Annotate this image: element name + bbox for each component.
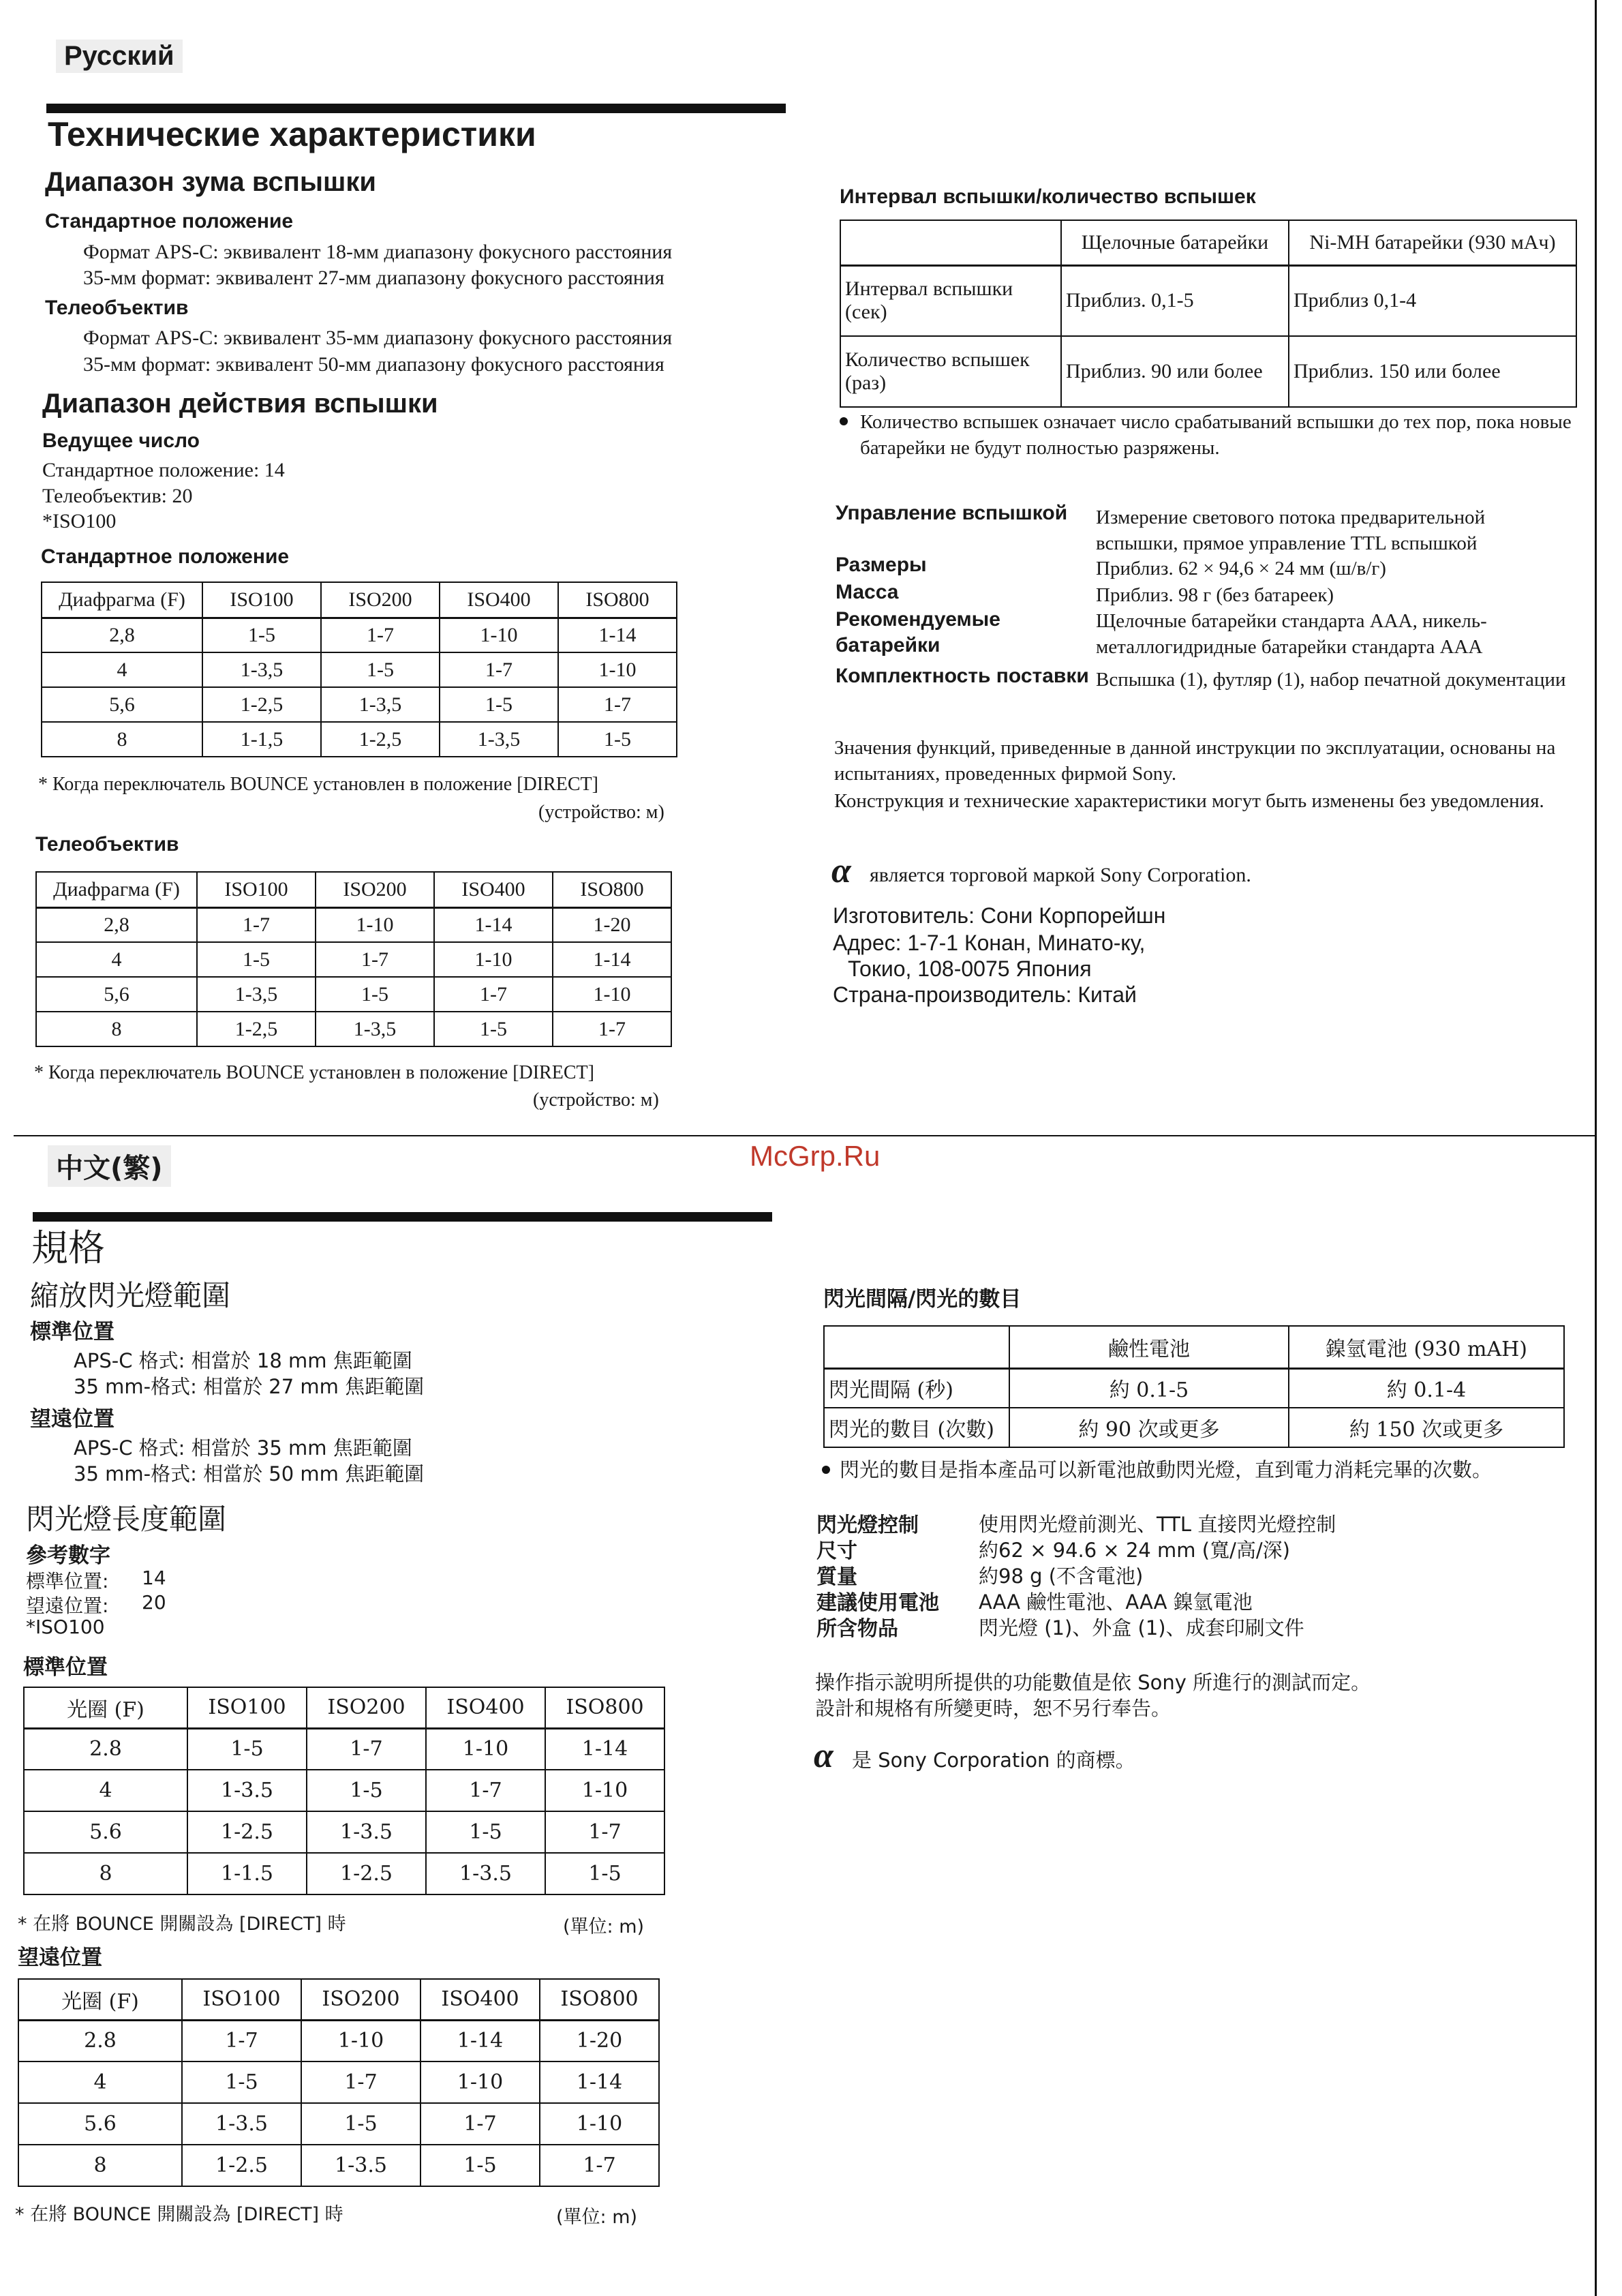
zh-spec-key: 尺寸 — [816, 1539, 857, 1563]
table-cell: 1-5 — [545, 1853, 664, 1894]
table-header-cell: ISO400 — [440, 582, 558, 618]
zh-table-tele — [18, 1978, 660, 2187]
ru-table-tele — [35, 871, 672, 1047]
zh-interval-heading: 閃光間隔/閃光的數目 — [823, 1287, 1022, 1312]
zh-guide-heading: 參考數字 — [26, 1543, 110, 1568]
table-header-cell: 光圈 (F) — [18, 1979, 182, 2020]
table-header-cell: ISO200 — [316, 872, 434, 907]
table-cell: 約 90 次或更多 — [1009, 1408, 1289, 1447]
zh-guide-label: 望遠位置: — [26, 1595, 109, 1617]
table-cell: 1-7 — [440, 652, 558, 687]
ru-disclaimer: Значения функций, приведенные в данной инструкции по эксплуатации, основаны на испытаниях, проведенных фирмой Sony. — [834, 737, 1556, 785]
ru-table2-heading: Телеобъектив — [35, 833, 179, 856]
table-cell: 1-10 — [316, 907, 434, 942]
ru-spec-value: Приблиз. 98 г (без батареек) — [1096, 584, 1334, 606]
zh-zoom-heading: 縮放閃光燈範圍 — [30, 1279, 231, 1312]
table-cell: 1-10 — [545, 1770, 664, 1811]
ru-std-pos-line: 35-мм формат: эквивалент 27-мм диапазону фокусного расстояния — [83, 267, 664, 289]
table-cell: 1-5 — [558, 722, 677, 757]
table-cell: 1-14 — [420, 2020, 540, 2061]
table-cell: 1-3,5 — [440, 722, 558, 757]
ru-table1-note: * Когда переключатель BOUNCE установлен в положение [DIRECT] — [38, 774, 598, 795]
zh-tele-line: 35 mm-格式: 相當於 50 mm 焦距範圍 — [74, 1462, 425, 1485]
ru-maker-line: Адрес: 1-7-1 Конан, Минато-ку, — [833, 931, 1146, 955]
ru-zoom-heading: Диапазон зума вспышки — [45, 167, 376, 197]
table-header-cell: ISO800 — [558, 582, 677, 618]
table-cell: 1-10 — [434, 942, 553, 977]
ru-tele-line: 35-мм формат: эквивалент 50-мм диапазону фокусного расстояния — [83, 353, 664, 376]
page-right-border — [1595, 0, 1597, 2296]
zh-interval-table — [823, 1325, 1565, 1448]
table-header-cell: 鎳氫電池 (930 mAH) — [1289, 1326, 1564, 1368]
table-cell: 1-3,5 — [321, 687, 440, 722]
table-header-cell: Щелочные батарейки — [1061, 220, 1289, 265]
zh-table1-heading: 標準位置 — [23, 1655, 108, 1680]
zh-spec-value: 閃光燈 (1)、外盒 (1)、成套印刷文件 — [979, 1616, 1304, 1640]
ru-maker-line: Изготовитель: Сони Корпорейшн — [833, 903, 1166, 928]
table-header-cell: ISO200 — [321, 582, 440, 618]
ru-std-pos-line: Формат APS-C: эквивалент 18-мм диапазону фокусного расстояния — [83, 241, 673, 263]
alpha-logo-icon: α — [831, 851, 851, 890]
table-cell: 1-5 — [197, 942, 316, 977]
table-cell: 1-10 — [558, 652, 677, 687]
table-cell: 1-5 — [321, 652, 440, 687]
table-cell: 1-5 — [426, 1811, 545, 1853]
zh-disclaimer: 操作指示說明所提供的功能數值是依 Sony 所進行的測試而定。 — [815, 1671, 1371, 1694]
ru-spec-value: Измерение светового потока предварительной вспышки, прямое управление TTL вспышкой — [1096, 507, 1486, 554]
table-cell: 1-7 — [558, 687, 677, 722]
ru-spec-value: Вспышка (1), футляр (1), набор печатной документации — [1096, 669, 1566, 691]
table-cell: Приблиз. 90 или более — [1061, 336, 1289, 407]
table-cell: 1-3.5 — [426, 1853, 545, 1894]
table-cell: Приблиз 0,1-4 — [1289, 265, 1576, 336]
table-cell: 1-1.5 — [187, 1853, 307, 1894]
table-header-cell — [824, 1326, 1009, 1368]
table-cell: 2.8 — [24, 1728, 187, 1770]
table-cell: 4 — [42, 652, 202, 687]
ru-tele-line: Формат APS-C: эквивалент 35-мм диапазону фокусного расстояния — [83, 327, 673, 349]
table-cell: 8 — [42, 722, 202, 757]
zh-spec-value: 約98 g (不含電池) — [979, 1565, 1144, 1588]
table-cell: 8 — [36, 1012, 197, 1046]
zh-guide-label: 標準位置: — [26, 1570, 109, 1592]
ru-table2-note: * Когда переключатель BOUNCE установлен в положение [DIRECT] — [34, 1062, 594, 1083]
table-cell: 2,8 — [36, 907, 197, 942]
table-cell: 5,6 — [42, 687, 202, 722]
table-cell: 1-5 — [202, 618, 321, 652]
ru-spec-value: Щелочные батарейки стандарта AAA, никель-металлогидридные батарейки стандарта AAA — [1096, 610, 1487, 658]
ru-spec-key: Управление вспышкой — [836, 502, 1068, 524]
table-cell: 1-7 — [545, 1811, 664, 1853]
table-cell: 1-10 — [420, 2061, 540, 2103]
table-header-cell: ISO100 — [197, 872, 316, 907]
zh-guide-value: 20 — [142, 1591, 166, 1614]
table-cell: 1-5 — [440, 687, 558, 722]
table-cell: 1-7 — [301, 2061, 420, 2103]
ru-guide-line: Стандартное положение: 14 — [42, 459, 285, 481]
zh-spec-key: 閃光燈控制 — [816, 1513, 919, 1537]
ru-page-title: Технические характеристики — [48, 115, 536, 153]
zh-table2-unit: (單位: m) — [556, 2207, 638, 2228]
table-cell: 1-10 — [301, 2020, 420, 2061]
ru-interval-heading: Интервал вспышки/количество вспышек — [840, 185, 1256, 208]
zh-page-title: 規格 — [31, 1226, 105, 1269]
ru-interval-note: Количество вспышек означает число срабатываний вспышки до тех пор, пока новые батарейки не будут полностью разряжены. — [860, 411, 1572, 459]
table-cell: 1-10 — [440, 618, 558, 652]
zh-range-heading: 閃光燈長度範圍 — [26, 1502, 227, 1536]
table-cell: 閃光的數目 (次數) — [824, 1408, 1009, 1447]
ru-trademark: является торговой маркой Sony Corporation. — [870, 864, 1251, 886]
zh-disclaimer: 設計和規格有所變更時，恕不另行奉告。 — [815, 1697, 1172, 1720]
zh-spec-key: 建議使用電池 — [816, 1591, 939, 1615]
zh-spec-key: 所含物品 — [816, 1617, 898, 1641]
table-cell: 1-10 — [553, 977, 671, 1012]
table-cell: 1-2,5 — [197, 1012, 316, 1046]
alpha-logo-icon: α — [814, 1736, 833, 1775]
table-cell: 1-5 — [420, 2145, 540, 2186]
zh-std-pos-heading: 標準位置 — [30, 1320, 114, 1344]
zh-guide-value: 14 — [142, 1567, 166, 1589]
ru-spec-key: Масса — [836, 581, 899, 603]
table-cell: 5,6 — [36, 977, 197, 1012]
table-cell: Интервал вспышки (сек) — [840, 265, 1061, 336]
table-cell: Приблиз. 0,1-5 — [1061, 265, 1289, 336]
ru-spec-key: Размеры — [836, 554, 927, 576]
ru-maker-line: Токио, 108-0075 Япония — [848, 956, 1092, 981]
table-cell: 1-3.5 — [187, 1770, 307, 1811]
zh-spec-value: 使用閃光燈前測光、TTL 直接閃光燈控制 — [979, 1513, 1336, 1536]
table-header-cell: ISO100 — [187, 1687, 307, 1728]
zh-lang-tag: 中文(繁) — [48, 1145, 171, 1187]
zh-tele-line: APS-C 格式: 相當於 35 mm 焦距範圍 — [74, 1436, 412, 1460]
table-cell: 1-2.5 — [187, 1811, 307, 1853]
zh-table1-unit: (單位: m) — [563, 1916, 645, 1937]
table-cell: 約 150 次或更多 — [1289, 1408, 1564, 1447]
zh-spec-value: AAA 鹼性電池、AAA 鎳氫電池 — [979, 1590, 1253, 1614]
table-cell: 1-3.5 — [307, 1811, 426, 1853]
zh-table2-heading: 望遠位置 — [18, 1946, 102, 1970]
table-header-cell: ISO400 — [426, 1687, 545, 1728]
table-cell: Количество вспышек (раз) — [840, 336, 1061, 407]
table-header-cell: ISO400 — [420, 1979, 540, 2020]
table-cell: 1-20 — [540, 2020, 659, 2061]
table-cell: 1-7 — [540, 2145, 659, 2186]
table-header-cell: ISO400 — [434, 872, 553, 907]
table-cell: 1-3,5 — [202, 652, 321, 687]
table-cell: 1-5 — [187, 1728, 307, 1770]
ru-range-heading: Диапазон действия вспышки — [42, 389, 438, 419]
table-cell: 1-10 — [426, 1728, 545, 1770]
table-cell: 8 — [18, 2145, 182, 2186]
zh-guide-iso: *ISO100 — [26, 1616, 105, 1638]
ru-table-standard — [41, 581, 677, 757]
table-cell: 1-3,5 — [316, 1012, 434, 1046]
section-divider — [14, 1135, 1596, 1136]
ru-interval-table — [840, 220, 1577, 408]
table-cell: 4 — [24, 1770, 187, 1811]
table-cell: 1-3,5 — [197, 977, 316, 1012]
table-cell: 1-7 — [434, 977, 553, 1012]
zh-table-standard — [23, 1687, 665, 1895]
ru-table2-unit: (устройство: м) — [533, 1089, 659, 1111]
table-cell: 1-14 — [540, 2061, 659, 2103]
table-header-cell: ISO800 — [553, 872, 671, 907]
zh-table2-note: * 在將 BOUNCE 開關設為 [DIRECT] 時 — [15, 2204, 343, 2225]
table-cell: 1-7 — [321, 618, 440, 652]
table-cell: 1-5 — [434, 1012, 553, 1046]
table-cell: 1-10 — [540, 2103, 659, 2145]
table-cell: 1-7 — [307, 1728, 426, 1770]
table-header-cell: ISO100 — [182, 1979, 301, 2020]
table-cell: 4 — [36, 942, 197, 977]
table-cell: 1-2,5 — [321, 722, 440, 757]
table-cell: 閃光間隔 (秒) — [824, 1368, 1009, 1408]
ru-std-pos-heading: Стандартное положение — [45, 210, 294, 232]
ru-maker-line: Страна-производитель: Китай — [833, 982, 1137, 1007]
table-cell: 1-5 — [316, 977, 434, 1012]
table-header-cell — [840, 220, 1061, 265]
table-cell: 1-7 — [182, 2020, 301, 2061]
table-cell: 1-1,5 — [202, 722, 321, 757]
ru-spec-key: Комплектность поставки — [836, 665, 1089, 687]
table-header-cell: ISO100 — [202, 582, 321, 618]
table-cell: 1-20 — [553, 907, 671, 942]
watermark: McGrp.Ru — [750, 1140, 881, 1172]
table-header-cell: ISO200 — [307, 1687, 426, 1728]
zh-tele-heading: 望遠位置 — [30, 1407, 114, 1432]
zh-table1-note: * 在將 BOUNCE 開關設為 [DIRECT] 時 — [18, 1914, 346, 1935]
zh-spec-value: 約62 × 94.6 × 24 mm (寬/高/深) — [979, 1539, 1290, 1562]
table-header-cell: Диафрагма (F) — [36, 872, 197, 907]
table-cell: 1-5 — [307, 1770, 426, 1811]
table-cell: 1-3.5 — [301, 2145, 420, 2186]
table-cell: 1-14 — [553, 942, 671, 977]
zh-trademark: 是 Sony Corporation 的商標。 — [852, 1749, 1135, 1772]
table-cell: 5.6 — [18, 2103, 182, 2145]
table-cell: 1-7 — [197, 907, 316, 942]
zh-std-pos-line: 35 mm-格式: 相當於 27 mm 焦距範圍 — [74, 1375, 425, 1398]
table-cell: Приблиз. 150 или более — [1289, 336, 1576, 407]
zh-interval-note: 閃光的數目是指本產品可以新電池啟動閃光燈，直到電力消耗完畢的次數。 — [840, 1458, 1493, 1481]
table-cell: 1-5 — [182, 2061, 301, 2103]
ru-disclaimer: Конструкция и технические характеристики могут быть изменены без уведомления. — [834, 790, 1544, 812]
table-cell: 2.8 — [18, 2020, 182, 2061]
table-cell: 1-2.5 — [307, 1853, 426, 1894]
table-cell: 1-7 — [426, 1770, 545, 1811]
table-cell: 1-7 — [316, 942, 434, 977]
table-header-cell: Ni-MH батарейки (930 мАч) — [1289, 220, 1576, 265]
table-cell: 1-3.5 — [182, 2103, 301, 2145]
table-header-cell: 光圈 (F) — [24, 1687, 187, 1728]
table-cell: 1-2,5 — [202, 687, 321, 722]
ru-title-rule — [46, 104, 786, 113]
table-cell: 1-14 — [545, 1728, 664, 1770]
zh-spec-key: 質量 — [816, 1565, 857, 1589]
table-header-cell: 鹼性電池 — [1009, 1326, 1289, 1368]
table-header-cell: Диафрагма (F) — [42, 582, 202, 618]
table-cell: 1-14 — [434, 907, 553, 942]
table-cell: 1-7 — [420, 2103, 540, 2145]
table-header-cell: ISO200 — [301, 1979, 420, 2020]
ru-guide-line: *ISO100 — [42, 510, 117, 532]
ru-spec-key: Рекомендуемые батарейки — [836, 608, 1000, 656]
zh-std-pos-line: APS-C 格式: 相當於 18 mm 焦距範圍 — [74, 1349, 412, 1372]
table-cell: 4 — [18, 2061, 182, 2103]
table-cell: 1-5 — [301, 2103, 420, 2145]
table-cell: 5.6 — [24, 1811, 187, 1853]
ru-table1-heading: Стандартное положение — [41, 545, 290, 568]
zh-title-rule — [33, 1212, 772, 1222]
table-cell: 約 0.1-5 — [1009, 1368, 1289, 1408]
table-header-cell: ISO800 — [545, 1687, 664, 1728]
table-cell: 2,8 — [42, 618, 202, 652]
ru-lang-tag: Русский — [56, 40, 183, 73]
ru-table1-unit: (устройство: м) — [538, 802, 664, 823]
table-cell: 1-2.5 — [182, 2145, 301, 2186]
table-cell: 1-7 — [553, 1012, 671, 1046]
ru-guide-line: Телеобъектив: 20 — [42, 485, 193, 507]
table-header-cell: ISO800 — [540, 1979, 659, 2020]
ru-spec-value: Приблиз. 62 × 94,6 × 24 мм (ш/в/г) — [1096, 558, 1386, 579]
ru-tele-heading: Телеобъектив — [45, 297, 189, 319]
bullet-icon — [822, 1466, 830, 1474]
ru-guide-heading: Ведущее число — [42, 429, 200, 452]
bullet-icon — [840, 417, 848, 425]
table-cell: 8 — [24, 1853, 187, 1894]
table-cell: 約 0.1-4 — [1289, 1368, 1564, 1408]
table-cell: 1-14 — [558, 618, 677, 652]
